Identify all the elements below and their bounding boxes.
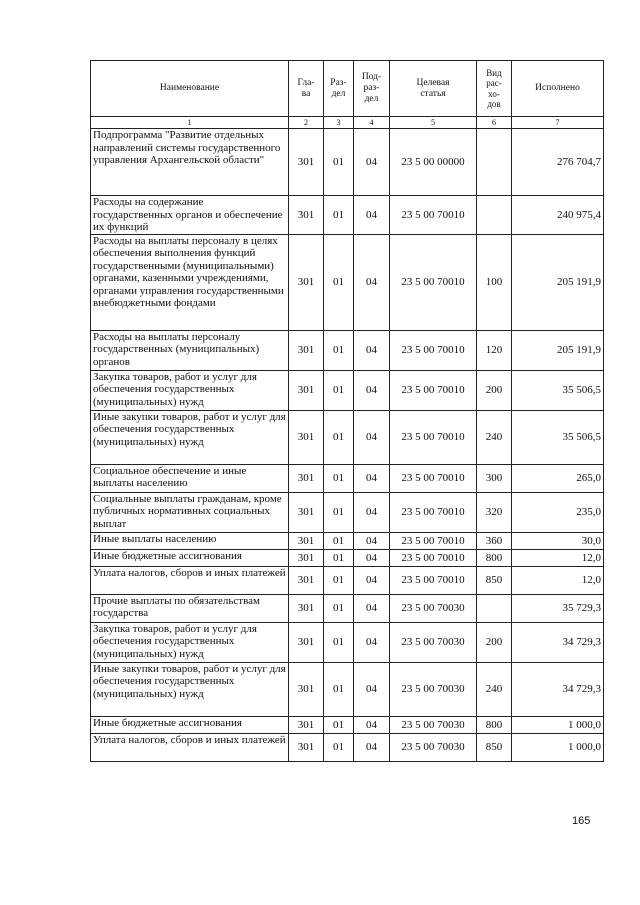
row-razdel: 01: [324, 716, 354, 733]
row-podrazdel: 04: [354, 622, 390, 662]
row-name: Социальные выплаты гражданам, кроме публичных нормативных социальных выплат: [91, 492, 289, 532]
table-row: [91, 662, 604, 716]
header-razdel: [324, 61, 354, 117]
row-razdel: 01: [324, 370, 354, 410]
header-razdel-text: Раз- дел: [330, 77, 347, 99]
row-statya: 23 5 00 00000: [390, 129, 477, 196]
row-vid: 200: [477, 622, 512, 662]
table-row: [91, 716, 604, 733]
row-name: Уплата налогов, сборов и иных платежей: [91, 733, 289, 761]
row-podrazdel: 04: [354, 129, 390, 196]
table-row: [91, 196, 604, 235]
row-podrazdel: 04: [354, 733, 390, 761]
row-razdel: 01: [324, 733, 354, 761]
row-glava: 301: [289, 370, 324, 410]
row-razdel: 01: [324, 129, 354, 196]
row-glava: 301: [289, 716, 324, 733]
header-glava-text: Гла- ва: [297, 77, 315, 99]
page-number: 165: [572, 815, 591, 827]
header-vid: [477, 61, 512, 117]
row-name: Социальное обеспечение и иные выплаты населению: [91, 464, 289, 492]
table-row: [91, 129, 604, 196]
row-glava: 301: [289, 410, 324, 464]
row-vid: 240: [477, 662, 512, 716]
row-name: Расходы на содержание государственных органов и обеспечение их функций: [91, 196, 289, 235]
row-glava: 301: [289, 622, 324, 662]
header-vid-text: Вид рас- хо- дов: [486, 67, 502, 109]
row-glava: 301: [289, 662, 324, 716]
row-glava: 301: [289, 566, 324, 594]
row-name: Расходы на выплаты персоналу в целях обеспечения выполнения функций государственными (муниципальными) органами, казенными учреждениями, органами управления государственными внебюджетными фондами: [91, 234, 289, 330]
row-glava: 301: [289, 492, 324, 532]
row-podrazdel: 04: [354, 234, 390, 330]
table-row: [91, 566, 604, 594]
row-vid: 300: [477, 464, 512, 492]
row-amount: 12,0: [512, 566, 604, 594]
row-statya: 23 5 00 70010: [390, 532, 477, 549]
row-vid: 120: [477, 330, 512, 370]
row-name: Расходы на выплаты персоналу государственных (муниципальных) органов: [91, 330, 289, 370]
row-amount: 12,0: [512, 549, 604, 566]
row-vid: 800: [477, 716, 512, 733]
row-razdel: 01: [324, 196, 354, 235]
row-podrazdel: 04: [354, 532, 390, 549]
row-podrazdel: 04: [354, 464, 390, 492]
row-podrazdel: 04: [354, 410, 390, 464]
row-name: Иные закупки товаров, работ и услуг для обеспечения государственных (муниципальных) нужд: [91, 410, 289, 464]
row-razdel: 01: [324, 464, 354, 492]
column-number-row: [91, 117, 604, 129]
row-vid: 850: [477, 733, 512, 761]
column-number: 5: [390, 117, 477, 129]
row-statya: 23 5 00 70030: [390, 733, 477, 761]
row-podrazdel: 04: [354, 549, 390, 566]
row-amount: 1 000,0: [512, 716, 604, 733]
row-amount: 240 975,4: [512, 196, 604, 235]
row-statya: 23 5 00 70010: [390, 464, 477, 492]
row-statya: 23 5 00 70030: [390, 594, 477, 622]
row-statya: 23 5 00 70010: [390, 410, 477, 464]
table-row: [91, 594, 604, 622]
row-vid: 100: [477, 234, 512, 330]
row-name: Иные выплаты населению: [91, 532, 289, 549]
row-vid: [477, 129, 512, 196]
column-number: 6: [477, 117, 512, 129]
row-glava: 301: [289, 532, 324, 549]
table-row: [91, 234, 604, 330]
row-razdel: 01: [324, 532, 354, 549]
row-statya: 23 5 00 70010: [390, 196, 477, 235]
row-amount: 205 191,9: [512, 330, 604, 370]
header-podrazdel: [354, 61, 390, 117]
row-podrazdel: 04: [354, 594, 390, 622]
table-row: [91, 733, 604, 761]
row-name: Уплата налогов, сборов и иных платежей: [91, 566, 289, 594]
table-row: [91, 464, 604, 492]
row-name: Прочие выплаты по обязательствам государства: [91, 594, 289, 622]
row-amount: 35 506,5: [512, 410, 604, 464]
row-name: Иные закупки товаров, работ и услуг для обеспечения государственных (муниципальных) нужд: [91, 662, 289, 716]
row-name: Иные бюджетные ассигнования: [91, 716, 289, 733]
row-vid: 360: [477, 532, 512, 549]
row-glava: 301: [289, 196, 324, 235]
row-glava: 301: [289, 129, 324, 196]
row-razdel: 01: [324, 566, 354, 594]
row-razdel: 01: [324, 549, 354, 566]
column-number: 1: [91, 117, 289, 129]
row-razdel: 01: [324, 492, 354, 532]
row-razdel: 01: [324, 622, 354, 662]
row-podrazdel: 04: [354, 370, 390, 410]
row-glava: 301: [289, 330, 324, 370]
row-vid: 200: [477, 370, 512, 410]
row-vid: [477, 594, 512, 622]
row-amount: 35 729,3: [512, 594, 604, 622]
row-name: Подпрограмма "Развитие отдельных направлений системы государственного управления Архангельской области": [91, 129, 289, 196]
row-razdel: 01: [324, 330, 354, 370]
column-number: 2: [289, 117, 324, 129]
table-row: [91, 532, 604, 549]
row-vid: 850: [477, 566, 512, 594]
table-row: [91, 622, 604, 662]
row-amount: 30,0: [512, 532, 604, 549]
table-body: [91, 129, 604, 762]
header-name: Наименование: [91, 61, 289, 117]
header-ispolneno: Исполнено: [512, 61, 604, 117]
row-statya: 23 5 00 70030: [390, 622, 477, 662]
row-statya: 23 5 00 70010: [390, 492, 477, 532]
row-razdel: 01: [324, 662, 354, 716]
column-number: 7: [512, 117, 604, 129]
row-podrazdel: 04: [354, 716, 390, 733]
budget-table: [90, 60, 604, 762]
table-header-row: [91, 61, 604, 117]
row-amount: 34 729,3: [512, 622, 604, 662]
row-statya: 23 5 00 70030: [390, 716, 477, 733]
header-glava: [289, 61, 324, 117]
column-number: 3: [324, 117, 354, 129]
row-podrazdel: 04: [354, 566, 390, 594]
row-name: Иные бюджетные ассигнования: [91, 549, 289, 566]
column-number: 4: [354, 117, 390, 129]
row-glava: 301: [289, 464, 324, 492]
table-row: [91, 330, 604, 370]
row-statya: 23 5 00 70010: [390, 549, 477, 566]
row-razdel: 01: [324, 594, 354, 622]
row-podrazdel: 04: [354, 330, 390, 370]
row-vid: [477, 196, 512, 235]
header-podrazdel-text: Под- раз- дел: [361, 72, 382, 104]
header-statya-text: Целевая статья: [416, 77, 450, 99]
row-podrazdel: 04: [354, 196, 390, 235]
header-statya: [390, 61, 477, 117]
row-glava: 301: [289, 549, 324, 566]
row-name: Закупка товаров, работ и услуг для обеспечения государственных (муниципальных) нужд: [91, 370, 289, 410]
row-glava: 301: [289, 594, 324, 622]
row-amount: 35 506,5: [512, 370, 604, 410]
table-row: [91, 370, 604, 410]
row-statya: 23 5 00 70010: [390, 566, 477, 594]
row-amount: 1 000,0: [512, 733, 604, 761]
row-glava: 301: [289, 234, 324, 330]
row-amount: 276 704,7: [512, 129, 604, 196]
row-statya: 23 5 00 70010: [390, 234, 477, 330]
row-amount: 205 191,9: [512, 234, 604, 330]
row-razdel: 01: [324, 234, 354, 330]
row-name: Закупка товаров, работ и услуг для обеспечения государственных (муниципальных) нужд: [91, 622, 289, 662]
row-vid: 800: [477, 549, 512, 566]
row-podrazdel: 04: [354, 492, 390, 532]
row-amount: 34 729,3: [512, 662, 604, 716]
table-row: [91, 492, 604, 532]
row-statya: 23 5 00 70010: [390, 330, 477, 370]
row-amount: 265,0: [512, 464, 604, 492]
row-amount: 235,0: [512, 492, 604, 532]
row-glava: 301: [289, 733, 324, 761]
row-vid: 240: [477, 410, 512, 464]
row-statya: 23 5 00 70010: [390, 370, 477, 410]
table-row: [91, 410, 604, 464]
table-row: [91, 549, 604, 566]
row-razdel: 01: [324, 410, 354, 464]
row-podrazdel: 04: [354, 662, 390, 716]
row-statya: 23 5 00 70030: [390, 662, 477, 716]
row-vid: 320: [477, 492, 512, 532]
